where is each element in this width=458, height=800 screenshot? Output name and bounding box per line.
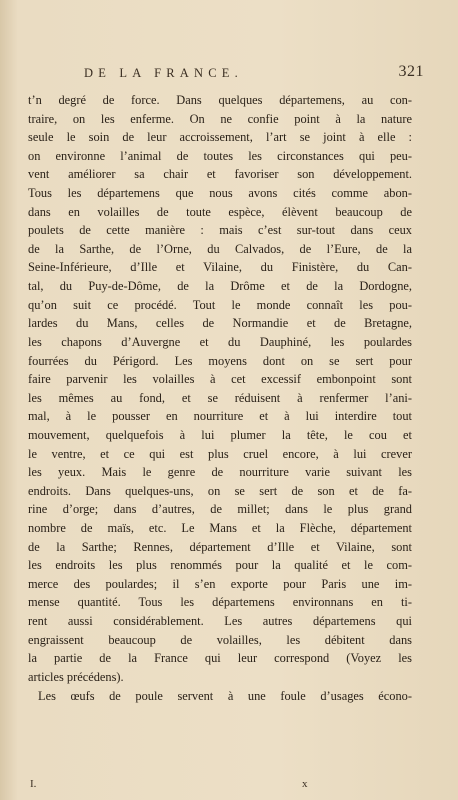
text-line: rent aussi considérablement. Les autres départemens qui	[28, 614, 412, 629]
text-line: Seine-Inférieure, d’Ille et Vilaine, du Finistère, du Can-	[28, 260, 412, 275]
text-line: endroits. Dans quelques-uns, on se sert de son et de fa-	[28, 483, 412, 498]
text-line: nombre de maïs, etc. Le Mans et la Flèche, département	[28, 521, 412, 536]
text-line: rine d’orge; dans d’autres, de millet; dans le plus grand	[28, 502, 412, 517]
text-line: les endroits les plus renommés pour la qualité et le com-	[28, 558, 412, 573]
text-line: t’n degré de force. Dans quelques départemens, au con-	[28, 93, 412, 107]
text-line: la partie de la France qui leur correspond (Voyez les	[28, 651, 412, 666]
text-line: faire parvenir les volailles à cet excessif embonpoint sont	[28, 372, 412, 387]
signature-mark: I.	[30, 778, 37, 790]
text-line: les yeux. Mais le genre de nourriture varie suivant les	[28, 465, 412, 480]
text-line: seule le soin de leur accroissement, l’art se joint à elle :	[28, 130, 412, 145]
signature-mark: x	[302, 778, 308, 790]
text-line: qu’on suit ce procédé. Tout le monde connaît les pou-	[28, 297, 412, 312]
body-text	[28, 91, 412, 705]
text-line: les mêmes au fond, et se réduisent à renfermer l’ani-	[28, 390, 412, 405]
text-line: engraissent beaucoup de volailles, les débitent dans	[28, 632, 412, 647]
text-line: Tous les départemens que nous avons cités comme abon-	[28, 186, 412, 201]
page-footer	[30, 778, 330, 794]
text-line: merce des poulardes; il s’en exporte pour Paris une im-	[28, 576, 412, 591]
text-line: le ventre, et ce qui est plus cruel encore, à lui crever	[28, 446, 412, 461]
text-line: articles précédens).	[28, 669, 124, 684]
text-line: tal, du Puy-de-Dôme, de la Drôme et de la Dordogne,	[28, 279, 412, 294]
text-line: de la Sarthe, de l’Orne, du Calvados, de l’Eure, de la	[28, 241, 412, 256]
text-line: fourrées du Périgord. Les moyens dont on se sert pour	[28, 353, 412, 368]
text-line: mouvement, quelquefois à lui plumer la tête, le cou et	[28, 427, 412, 442]
page-number: 321	[398, 63, 424, 80]
text-line: mal, à le pousser en nourriture et à lui interdire tout	[28, 409, 412, 424]
text-line: on environne l’animal de toutes les circonstances qui peu-	[28, 148, 412, 163]
text-line: Les œufs de poule servent à une foule d’usages écono-	[38, 688, 412, 703]
page-header	[84, 63, 424, 88]
text-line: mense quantité. Tous les départemens environnans en ti-	[28, 595, 412, 610]
text-line: les chapons d’Auvergne et du Dauphiné, les poulardes	[28, 334, 412, 349]
text-line: poulets de cette manière : mais c’est sur-tout dans ceux	[28, 223, 412, 238]
text-line: dans en volailles de toute espèce, élèvent beaucoup de	[28, 204, 412, 219]
text-line: traire, on les enferme. On ne confie point à la nature	[28, 111, 412, 126]
text-line: vent améliorer sa chair et favoriser son développement.	[28, 167, 412, 182]
text-line: de la Sarthe; Rennes, département d’Ille et Vilaine, sont	[28, 539, 412, 554]
text-line: lardes du Mans, celles de Normandie et de Bretagne,	[28, 316, 412, 331]
running-title: DE LA FRANCE.	[84, 66, 243, 80]
